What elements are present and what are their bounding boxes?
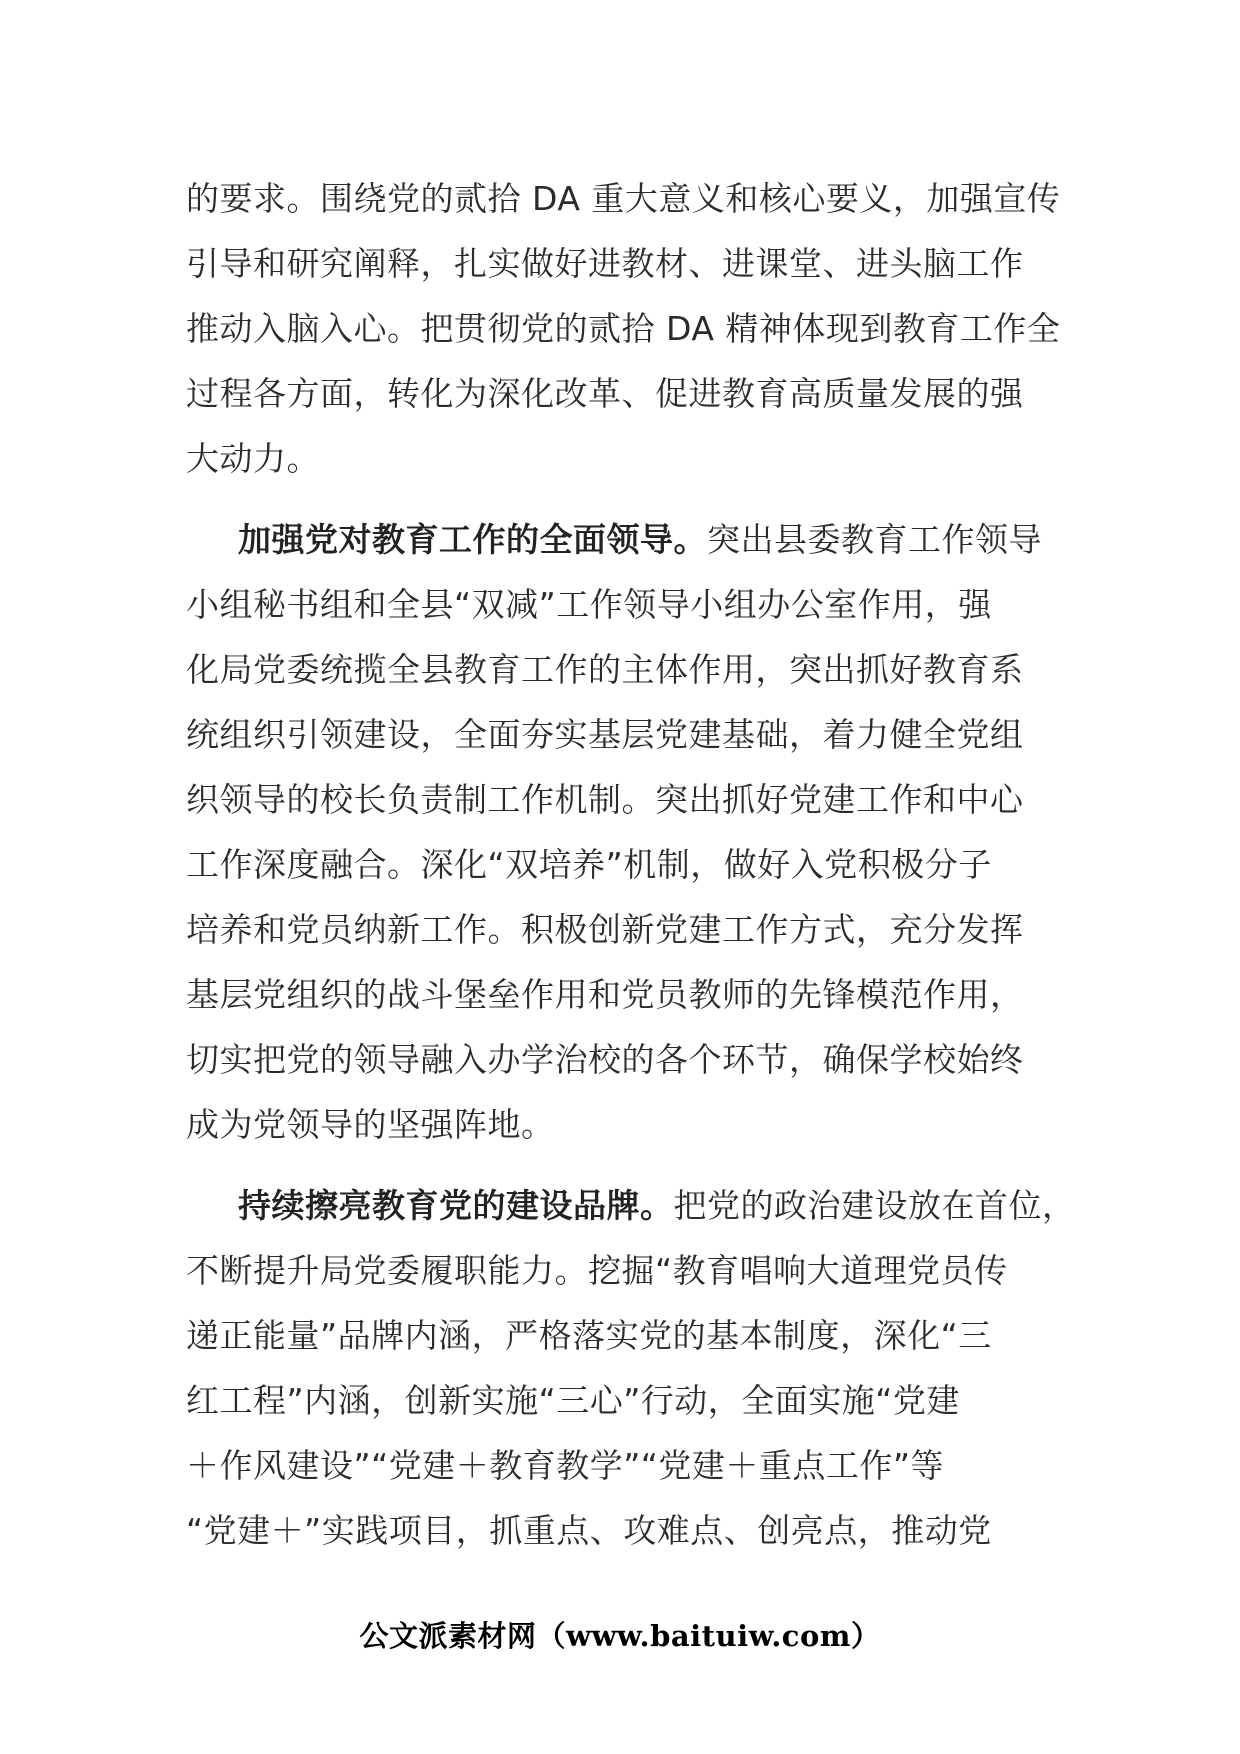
text-line: 引导和研究阐释，扎实做好进教材、进课堂、进头脑工作 — [186, 244, 1024, 283]
text-line: 红工程”内涵，创新实施“三心”行动，全面实施“党建 — [186, 1381, 960, 1420]
text-line — [186, 1173, 1076, 1238]
text-line: 统组织引领建设，全面夯实基层党建基础，着力健全党组 — [186, 715, 1024, 754]
text-line: 大动力。 — [186, 439, 320, 478]
text-line: 织领导的校长负责制工作机制。突出抓好党建工作和中心 — [186, 780, 1024, 819]
text-line: 工作深度融合。深化“双培养”机制，做好入党积极分子 — [186, 845, 992, 884]
text-line: 成为党领导的坚强阵地。 — [186, 1105, 555, 1144]
text-line: “党建＋”实践项目，抓重点、攻难点、创亮点，推动党 — [186, 1511, 992, 1550]
text-line: 培养和党员纳新工作。积极创新党建工作方式，充分发挥 — [186, 910, 1024, 949]
text-line: 切实把党的领导融入办学治校的各个环节，确保学校始终 — [186, 1040, 1024, 1079]
text-line: 小组秘书组和全县“双减”工作领导小组办公室作用，强 — [186, 585, 992, 624]
paragraph-1 — [186, 166, 1061, 491]
section-heading: 加强党对教育工作的全面领导。 — [238, 520, 707, 559]
text-line — [186, 507, 1056, 572]
paragraph-2 — [186, 507, 1056, 1157]
text-line: 不断提升局党委履职能力。挖掘“教育唱响大道理党员传 — [186, 1251, 1008, 1290]
text-line: 递正能量”品牌内涵，严格落实党的基本制度，深化“三 — [186, 1316, 992, 1355]
text-line: ＋作风建设”“党建＋教育教学”“党建＋重点工作”等 — [186, 1446, 944, 1485]
heading-line-rest: 突出县委教育工作领导 — [707, 520, 1042, 559]
heading-line-rest: 把党的政治建设放在首位， — [673, 1186, 1076, 1225]
document-body — [186, 166, 1076, 1563]
text-line: 化局党委统揽全县教育工作的主体作用，突出抓好教育系 — [186, 650, 1024, 689]
text-line: 过程各方面，转化为深化改革、促进教育高质量发展的强 — [186, 374, 1024, 413]
footer-watermark-text: 公文派素材网（www.baituiw.com） — [359, 1619, 881, 1653]
text-line: 基层党组织的战斗堡垒作用和党员教师的先锋模范作用， — [186, 975, 1024, 1014]
section-heading: 持续擦亮教育党的建设品牌。 — [238, 1186, 674, 1225]
text-line: 推动入脑入心。把贯彻党的贰拾 DA 精神体现到教育工作全 — [186, 309, 1061, 348]
paragraph-3 — [186, 1173, 1076, 1563]
text-line: 的要求。围绕党的贰拾 DA 重大意义和核心要义，加强宣传 — [186, 179, 1061, 218]
